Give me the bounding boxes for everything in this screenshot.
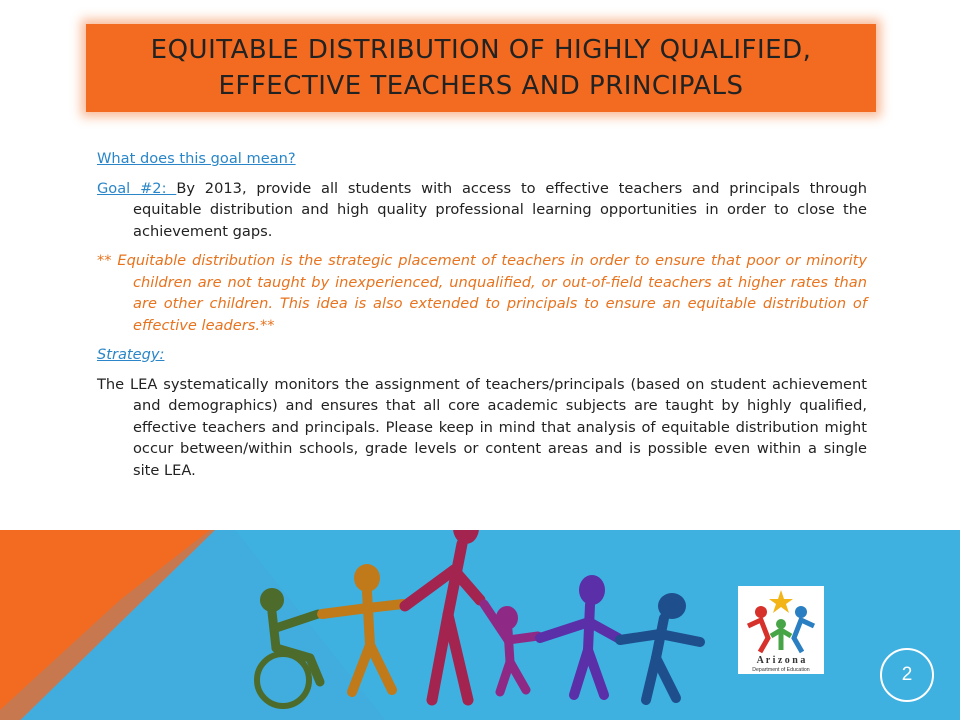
goal-question-link[interactable]: What does this goal mean? — [97, 150, 296, 167]
slide-body — [97, 148, 867, 489]
logo-dept-text: Department of Education — [752, 667, 810, 673]
logo-state-text: A r i z o n a — [756, 655, 806, 666]
page-number-badge: 2 — [880, 648, 934, 702]
strategy-text: The LEA systematically monitors the assignment of teachers/principals (based on student achievement and demographics) and ensures that all core academic subjects are taught by highly qualified, effective teachers and principals. Please keep in mind that analysis of equitable distribution might occur between/within schools, grade levels or content areas and is possible even within a single site LEA. — [97, 375, 867, 479]
slide-title-box — [86, 24, 876, 112]
goal-label-link[interactable]: Goal #2: — [97, 179, 177, 197]
arizona-education-logo — [738, 586, 824, 674]
logo-graphic — [738, 586, 824, 674]
equitable-distribution-note: ** Equitable distribution is the strategic placement of teachers in order to ensure that poor or minority children are not taught by inexperienced, unqualified, or out-of-field teachers at higher rates than are other children. This idea is also extended to principals to ensure an equitable distribution of effective leaders.** — [97, 252, 867, 334]
goal-text: By 2013, provide all students with access to effective teachers and principals through equitable distribution and high quality professional learning opportunities in order to close the achievement gaps. — [133, 179, 867, 240]
slide-title-line-2: EFFECTIVE TEACHERS AND PRINCIPALS — [218, 71, 744, 101]
slide-title-line-1: EQUITABLE DISTRIBUTION OF HIGHLY QUALIFIED, — [150, 35, 812, 65]
strategy-link[interactable]: Strategy: — [97, 346, 165, 363]
